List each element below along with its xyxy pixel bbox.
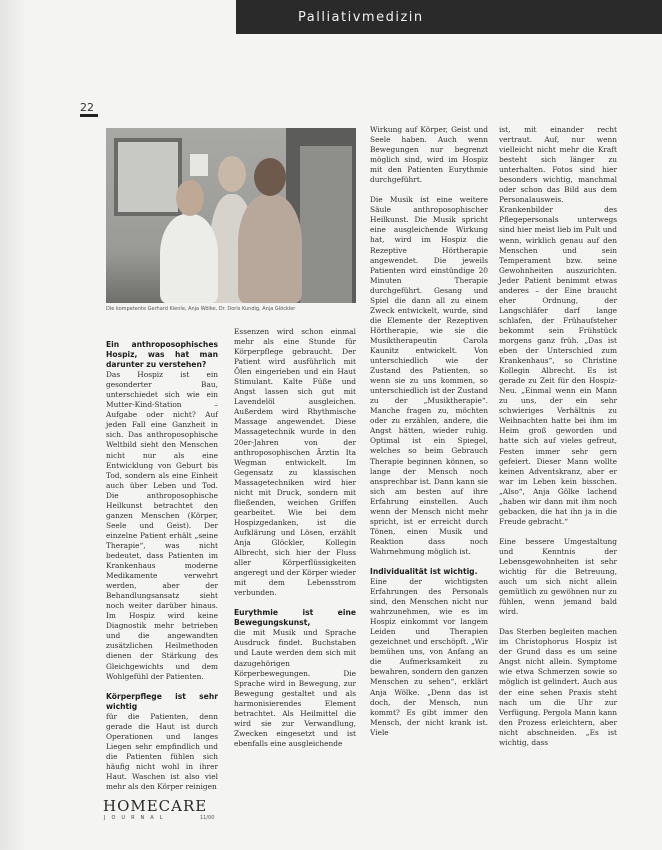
subheading: Körperpflege ist sehr wichtig [106, 691, 218, 711]
page-number: 22 [80, 101, 94, 114]
paragraph: Eine bessere Umgestaltung und Kenntnis der Lebensgewohnheiten ist sehr wichtig für die Betreuung, auch um sich nicht allein gemütlich zu gewöhnen nur zu fühlen, wenn jemand bald wird. [499, 536, 617, 617]
article-photo [106, 128, 356, 303]
paragraph: die mit Musik und Sprache Ausdruck findet. Buchstaben und Laute werden dem sich mit dazugehörigen Körperbewegungen. Die Sprache wird in Bewegung, zur Bewegung gestaltet und als harmonisierendes Element betrachtet. Als Heilmittel die wird sie zur Verwandlung, Zwecken eingesetzt und ist ebenfalls eine ausgleichende [234, 628, 356, 748]
photo-person-left [160, 214, 218, 303]
photo-window [114, 138, 182, 216]
photo-wall-notice [190, 154, 208, 176]
paragraph-gap [499, 527, 617, 537]
photo-caption: Die kompetente Gerhard Kienle, Anja Wölke, Dr. Doris Kundig, Anja Glöckler [106, 306, 296, 312]
article-column-3 [370, 125, 488, 738]
paragraph: Das Hospiz ist ein gesonderter Bau, unterschiedet sich wie ein Mutter-Kind-Station – Aufgabe oder nicht? Auf jeden Fall eine Ganzheit in sich. Das anthroposophische Weltbild sieht den Menschen nicht nur als eine Entwicklung von Geburt bis Tod, sondern als eine Einheit auch über Leben und Tod. Die anthroposophische Heilkunst betrachtet den ganzen Menschen (Körper, Seele und Geist). Der einzelne Patient erhält „seine Therapie“, was nicht bedeutet, dass Patienten im Krankenhaus moderne Medikamente verwehrt werden, aber der Behandlungsansatz sieht noch weiter darüber hinaus. Im Hospiz wird keine Diagnostik mehr betrieben und die angewandten zusätzlichen Heilmethoden dienen der Stärkung des Gleichgewichts und dem Wohlgefühl der Patienten. [106, 370, 218, 681]
magazine-logo: HOMECARE [103, 797, 208, 815]
paragraph: Das Sterben begleiten machen im Christophorus Hospiz ist der Grund dass es um seine Angst nicht allein. Symptome wie etwa Schmerzen sowie so möglich ist gelindert. Auch aus der eine sehen Praxis steht nach um die Uhr zur Verfügung. Pergola Mann kann den Prozess erleichtern, aber nicht abschneiden. „Es ist wichtig, dass [499, 627, 617, 747]
subheading: Eurythmie ist eine Bewegungskunst, [234, 608, 356, 628]
article-column-2 [234, 327, 356, 749]
issue-number: 11/00 [200, 815, 215, 821]
paragraph: Eine der wichtigsten Erfahrungen des Personals sind, den Menschen nicht nur wahrzunehmen, wie es im Hospiz einkommt vor langem Leiden und Therapien gezeichnet und erschöpft. „Wir bemühen uns, von Anfang an die Aufmerksamkeit zu bewahren, sondern den ganzen Menschen zu sehen“, erklärt Anja Wölke. „Denn das ist doch, der Mensch, nun kommt? Es gibt immer den Mensch, der nicht krank ist. Viele [370, 577, 488, 737]
paragraph: für die Patienten, denn gerade die Haut ist durch Operationen und langes Liegen sehr empfindlich und die Patienten fühlen sich häufig nicht wohl in ihrer Haut. Waschen ist also viel mehr als den Körper reinigen [106, 711, 218, 792]
page-gutter-shade [0, 0, 26, 850]
page-number-rule [80, 114, 98, 117]
section-title: Palliativmedizin [298, 9, 424, 25]
photo-head-back [218, 156, 246, 192]
paragraph-gap [106, 682, 218, 692]
paragraph: Die Musik ist eine weitere Säule anthroposophischer Heilkunst. Die Musik spricht eine ausgleichende Wirkung hat, wird im Hospiz die Rezeptive Hörtherapie angewendet. Die jeweils Patienten wird einstündige 20 Minuten Therapie durchgeführt. Gesang und Spiel die dann all zu einem Zweck entwickelt, wurde, sind die Elemente der Rezeptiven Hörtherapie, wie sie die Musiktherapeutin Carola Kaunitz entwickelt. Von unterschiedlich wie der Zustand des Patienten, so wenn sie zu uns kommen, so unterschiedlich ist der Zustand zu der „Musiktherapie“. Manche fragen zu, möchten oder zu erzählen, andere, die Angst hätten, wieder ruhig. Optimal ist ein Spiegel, welches so beim Gebrauch Therapie beginnen können, so lange der Mensch noch ansprechbar ist. Dann kann sie sich am besten auf ihre Erfahrung einstellen. Auch wenn der Mensch nicht mehr spricht, ist er erreicht durch Tönen, einen Musik und Reaktion dass noch Wahrnehmung möglich ist. [370, 195, 488, 556]
section-header [236, 0, 662, 34]
photo-door [300, 146, 352, 303]
paragraph: Essenzen wird schon einmal mehr als eine Stunde für Körperpflege gebraucht. Der Patient wird ausführlich mit Ölen eingerieben und ein Haut Stimulant. Kalte Füße und Angst lassen sich gut mit Lavendelöl ausgleichen. Außerdem wird Rhythmische Massage angewendet. Diese Massagetechnik wurde in den 20er-Jahren von der anthroposophischen Ärztin Ita Wegman entwickelt. Im Gegensatz zu klassischen Massagetechniken wird hier nicht mit Druck, sondern mit fließenden, weichen Griffen gearbeitet. Wie bei dem Hospizgedanken, ist die Aufklärung und Lösen, erzählt Anja Glöckler, Kollegin Albrecht, sich hier der Fluss aller Körperflüssigkeiten angeregt und der Körper wieder mit dem Lebensstrom verbunden. [234, 327, 356, 598]
subheading: Individualität ist wichtig. [370, 566, 478, 576]
subheading: Ein anthroposophisches Hospiz, was hat man darunter zu verstehen? [106, 340, 218, 370]
paragraph-gap [234, 598, 356, 608]
photo-person-right [238, 194, 302, 303]
photo-head-right [254, 158, 286, 196]
photo-head-left [176, 180, 204, 216]
magazine-logo-subtitle: JOURNAL [104, 815, 169, 821]
article-column-4 [499, 125, 617, 748]
paragraph-gap [499, 617, 617, 627]
paragraph: Wirkung auf Körper, Geist und Seele haben. Auch wenn Bewegungen nur begrenzt möglich sind, wird im Hospiz mit den Patienten Eurythmie durchgeführt. [370, 125, 488, 185]
paragraph: ist, mit einander recht vertraut. Auf, nur wenn vielleicht nicht mehr die Kraft besteht sich länger zu unterhalten. Fotos sind hier besonders wichtig, manchmal oder schon das Bild aus dem Personalausweis. Krankenbilder des Pflegepersonals unterwegs sind hier meist lieb im Pult und wenn, wirklich genau auf den Menschen und sein Temperament bzw. seine Gewohnheiten auszurichten. Jeder Patient benimmt etwas anderes – der Eine braucht eher Ordnung, der Langschläfer darf lange schlafen, der Frühaufsteher bekommt sein Frühstück morgens ganz früh. „Das ist eben der Unterschied zum Krankenhaus“, so Christine Kollegin Albrecht. Es ist gerade zu Zeit für den Hospiz-Neu. „Einmal wenn ein Mann zu uns, der ein sehr schwieriges Verhältnis zu Weihnachten hatte bei ihm im Heim groß geworden und hatte sich auf vieles gefreut, Festen immer sehr gern gefeiert. Dieser Mann wollte keinen Adventskranz, aber er war im Leben kein bisschen. „Also“, Anja Gölke lachend „haben wir dann mit ihm noch gebacken, die hat ihn ja in die Freude gebracht.“ [499, 125, 617, 526]
article-column-1 [106, 340, 218, 792]
paragraph-gap [370, 185, 488, 195]
paragraph-gap [370, 557, 488, 567]
